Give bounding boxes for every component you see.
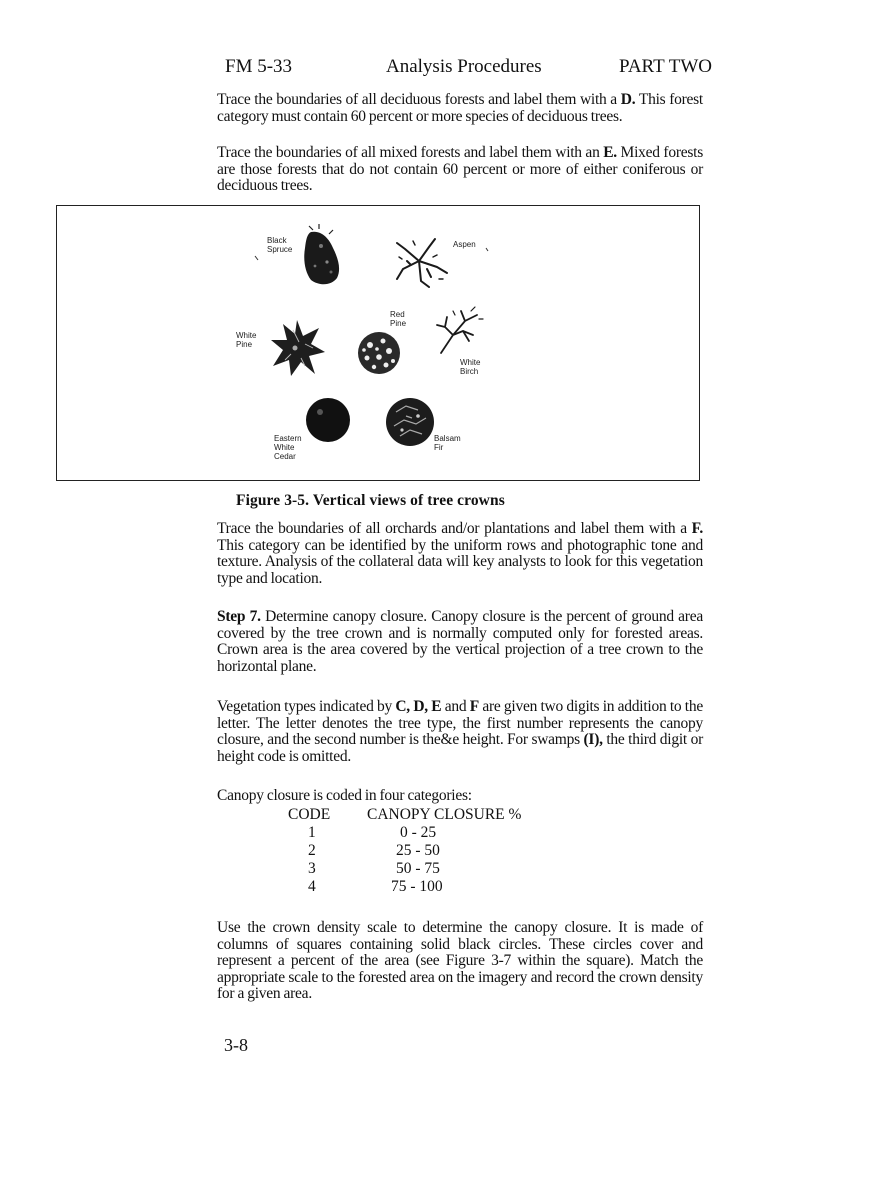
label-balsam-fir: Balsam Fir (434, 434, 461, 452)
table-row-3-code: 3 (308, 860, 316, 877)
table-row-3-range: 50 - 75 (396, 860, 440, 877)
paragraph-step7: Step 7. Determine canopy closure. Canopy closure is the percent of ground area covered by the tree crown and is normally computed only for forested areas. Crown area is the area covered by the vertical projection of a tree crown to the horizontal plane. (217, 608, 703, 675)
table-row-2-range: 25 - 50 (396, 842, 440, 859)
red-pine-crown (358, 332, 400, 374)
label-black-spruce: Black Spruce (267, 236, 293, 254)
header-manual-id: FM 5-33 (225, 56, 293, 77)
table-row-1-range: 0 - 25 (400, 824, 437, 841)
code-f: F. (691, 520, 703, 537)
table-header-canopy: CANOPY CLOSURE % (367, 806, 522, 823)
eastern-white-cedar-crown (306, 398, 350, 442)
tree-crowns-illustration (57, 206, 698, 479)
white-birch-crown (437, 307, 483, 353)
step7-label: Step 7. (217, 608, 261, 625)
table-header-code: CODE (288, 806, 331, 823)
black-spruce-crown (304, 224, 339, 284)
figure-caption: Figure 3-5. Vertical views of tree crowns (236, 492, 505, 509)
aspen-crown (397, 239, 447, 287)
balsam-fir-crown (386, 398, 434, 446)
label-white-pine: White Pine (236, 331, 257, 349)
figure-tree-crowns (56, 205, 700, 481)
paragraph-vegetation: Vegetation types indicated by C, D, E and F are given two digits in addition to the letter. The letter denotes the tree type, the first number represents the canopy closure, and the second number is the&e height. For swamps (I), the third digit or height code is omitted. (217, 698, 703, 765)
table-row-2-code: 2 (308, 842, 316, 859)
label-aspen: Aspen (453, 240, 476, 249)
paragraph-orchards: Trace the boundaries of all orchards and/or plantations and label them with a F. This category can be identified by the uniform rows and photographic tone and texture. Analysis of the collateral data will key analysts to look for this vegetation type and location. (217, 520, 703, 587)
header-section-title: Analysis Procedures (386, 56, 542, 77)
code-d: D. (620, 91, 636, 108)
paragraph-mixed: Trace the boundaries of all mixed forests and label them with an E. Mixed forests are those forests that do not contain 60 percent or more of either coniferous or deciduous trees. (217, 144, 703, 194)
table-row-4-range: 75 - 100 (391, 878, 443, 895)
header-part: PART TWO (619, 56, 713, 77)
table-row-4-code: 4 (308, 878, 316, 895)
label-white-birch: White Birch (460, 358, 481, 376)
code-e: E. (603, 144, 617, 161)
page-number: 3-8 (224, 1035, 248, 1055)
table-row-1-code: 1 (308, 824, 316, 841)
canopy-intro: Canopy closure is coded in four categories: (217, 787, 472, 804)
paragraph-crown-density: Use the crown density scale to determine the canopy closure. It is made of columns of squares containing solid black circles. These circles cover and represent a percent of the area (see Figure 3-7 within the square). Match the appropriate scale to the forested area on the imagery and record the crown density for a given area. (217, 919, 703, 1002)
paragraph-deciduous: Trace the boundaries of all deciduous forests and label them with a D. This forest category must contain 60 percent or more species of deciduous trees. (217, 91, 703, 125)
label-eastern-white-cedar: Eastern White Cedar (274, 434, 302, 461)
label-red-pine: Red Pine (390, 310, 407, 328)
white-pine-crown (271, 320, 325, 376)
